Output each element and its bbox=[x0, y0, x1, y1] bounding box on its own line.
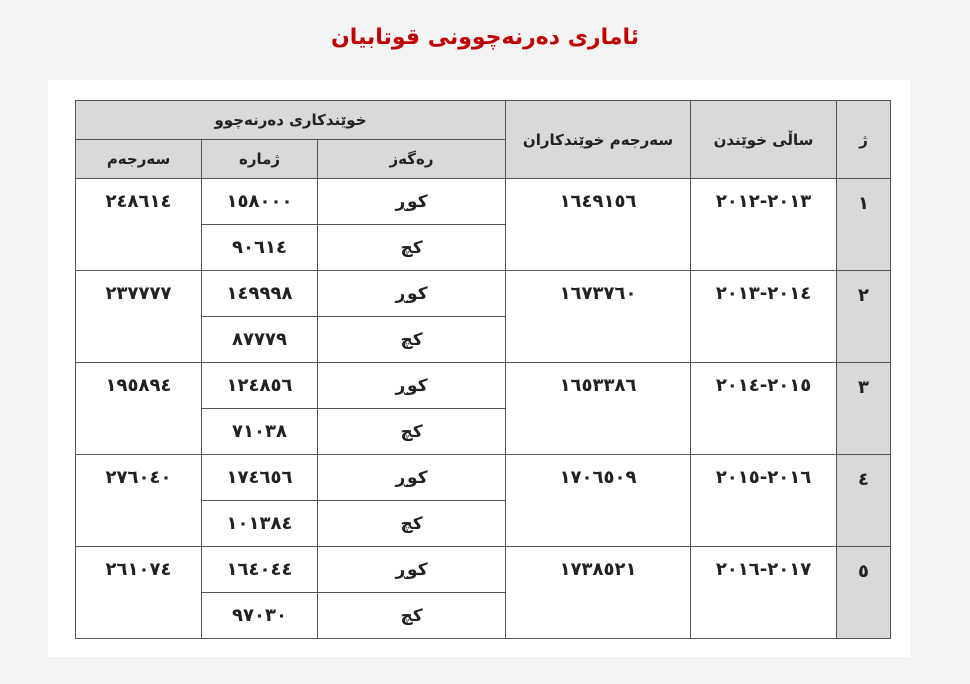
table-row bbox=[76, 271, 891, 317]
total-students: ١٦٧٣٧٦٠ bbox=[506, 271, 691, 363]
male-count: ١٥٨٠٠٠ bbox=[202, 179, 318, 225]
male-count: ١٢٤٨٥٦ bbox=[202, 363, 318, 409]
table-row bbox=[76, 179, 891, 225]
gender-female: کچ bbox=[318, 225, 506, 271]
header-year: ساڵی خوێندن bbox=[691, 101, 837, 179]
academic-year: ٢٠١٣-٢٠١٢ bbox=[691, 179, 837, 271]
female-count: ٧١٠٣٨ bbox=[202, 409, 318, 455]
table-row bbox=[76, 455, 891, 501]
total-students: ١٧٣٨٥٢١ bbox=[506, 547, 691, 639]
gender-male: کوڕ bbox=[318, 547, 506, 593]
gender-female: کچ bbox=[318, 501, 506, 547]
failed-sum: ٢٧٦٠٤٠ bbox=[76, 455, 202, 547]
row-index: ٥ bbox=[837, 547, 891, 639]
academic-year: ٢٠١٤-٢٠١٣ bbox=[691, 271, 837, 363]
row-index: ٣ bbox=[837, 363, 891, 455]
male-count: ١٦٤٠٤٤ bbox=[202, 547, 318, 593]
row-index: ٢ bbox=[837, 271, 891, 363]
header-sum: سەرجەم bbox=[76, 140, 202, 179]
gender-male: کوڕ bbox=[318, 179, 506, 225]
gender-male: کوڕ bbox=[318, 271, 506, 317]
header-index: ژ bbox=[837, 101, 891, 179]
female-count: ١٠١٣٨٤ bbox=[202, 501, 318, 547]
female-count: ٩٧٠٣٠ bbox=[202, 593, 318, 639]
page-title: ئاماری دەرنەچوونی قوتابیان bbox=[331, 25, 639, 50]
academic-year: ٢٠١٧-٢٠١٦ bbox=[691, 547, 837, 639]
academic-year: ٢٠١٦-٢٠١٥ bbox=[691, 455, 837, 547]
header-count: ژمارە bbox=[202, 140, 318, 179]
female-count: ٩٠٦١٤ bbox=[202, 225, 318, 271]
header-gender: رەگەز bbox=[318, 140, 506, 179]
total-students: ١٦٤٩١٥٦ bbox=[506, 179, 691, 271]
total-students: ١٧٠٦٥٠٩ bbox=[506, 455, 691, 547]
row-index: ١ bbox=[837, 179, 891, 271]
failed-sum: ٢٣٧٧٧٧ bbox=[76, 271, 202, 363]
table-row bbox=[76, 363, 891, 409]
statistics-table bbox=[75, 100, 891, 639]
gender-female: کچ bbox=[318, 593, 506, 639]
gender-male: کوڕ bbox=[318, 363, 506, 409]
failed-sum: ٢٤٨٦١٤ bbox=[76, 179, 202, 271]
failed-sum: ١٩٥٨٩٤ bbox=[76, 363, 202, 455]
gender-female: کچ bbox=[318, 409, 506, 455]
male-count: ١٧٤٦٥٦ bbox=[202, 455, 318, 501]
gender-male: کوڕ bbox=[318, 455, 506, 501]
gender-female: کچ bbox=[318, 317, 506, 363]
header-total-students: سەرجەم خوێندکاران bbox=[506, 101, 691, 179]
failed-sum: ٢٦١٠٧٤ bbox=[76, 547, 202, 639]
row-index: ٤ bbox=[837, 455, 891, 547]
academic-year: ٢٠١٥-٢٠١٤ bbox=[691, 363, 837, 455]
header-failed-students: خوێندکاری دەرنەچوو bbox=[76, 101, 506, 140]
female-count: ٨٧٧٧٩ bbox=[202, 317, 318, 363]
total-students: ١٦٥٣٣٨٦ bbox=[506, 363, 691, 455]
male-count: ١٤٩٩٩٨ bbox=[202, 271, 318, 317]
table-row bbox=[76, 547, 891, 593]
